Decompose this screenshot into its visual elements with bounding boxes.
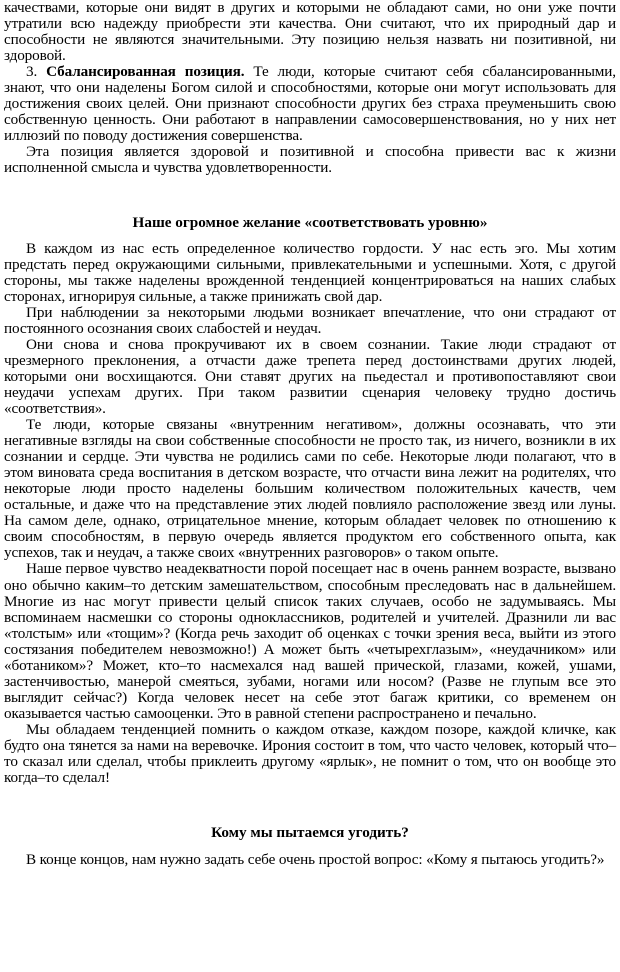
list-item-term: Сбалансированная позиция. (46, 63, 245, 81)
paragraph: При наблюдении за некоторыми людьми возникает впечатление, что они страдают от постоянного осознания своих слабостей и неудач. (4, 303, 616, 337)
section-heading: Наше огромное желание «соответствовать уровню» (132, 213, 488, 231)
paragraph-continued: качествами, которые они видят в других и которыми не обладают сами, но они уже почти утратили всю надежду приобрести эти качества. Они считают, что их природный дар и способности не являются значительными. Эту позицию нельзя назвать ни позитивной, ни здоровой. (4, 0, 616, 65)
paragraph: Эта позиция является здоровой и позитивной и способна привести вас к жизни исполненной смысла и чувства удовлетворенности. (4, 143, 616, 177)
section-heading: Кому мы пытаемся угодить? (211, 824, 409, 842)
list-item-3 (4, 64, 616, 144)
paragraph: В каждом из нас есть определенное количество гордости. У нас есть эго. Мы хотим предстать перед окружающими сильными, привлекательными и успешными. Хотя, с другой стороны, мы также наделены врожденной тенденцией концентрироваться на наших слабых сторонах, игнорируя сильные, а также принижать свой дар. (4, 239, 616, 305)
paragraph: Наше первое чувство неадекватности порой посещает нас в очень раннем возрасте, вызвано оно обычно каким–то детским замешательством, способным преследовать нас в дальнейшем. Многие из нас могут привести целый список таких случаев, особо не задумываясь. Мы вспоминаем насмешки со стороны одноклассников, родителей и учителей. Дразнили ли вас «толстым» или «тощим»? (Когда речь заходит об оценках с точки зрения веса, выйти из этого состязания победителем невозможно!) А может быть «четырехглазым», «неудачником» или «ботаником»? Может, кто–то насмехался над вашей прической, глазами, кожей, ушами, застенчивостью, манерой смеяться, зубами, ногами или носом? (Разве не глупым все это выглядит сейчас?) Когда человек несет на себе этот багаж критики, со временем он оказывается частью самооценки. Это в равной степени распространено и печально. (4, 560, 616, 722)
list-item-text: Те люди, которые считают себя сбалансированными, знают, что они наделены Богом силой и способностями, которые они могут использовать для достижения своих целей. Они признают способности других без страха преуменьшить свою собственную ценность. Они работают в направлении самосовершенствования, но у них нет иллюзий по поводу достижения совершенства. (4, 63, 616, 145)
section-spacer (4, 786, 616, 824)
list-item-number: 3. (26, 63, 38, 81)
section-spacer (4, 177, 616, 214)
paragraph: Мы обладаем тенденцией помнить о каждом отказе, каждом позоре, каждой кличке, как будто она тянется за нами на веревочке. Ирония состоит в том, что часто человек, который что–то сказал или сделал, чтобы приклеить другому «ярлык», не помнит о том, что он вообще это когда–то сделал! (4, 720, 616, 787)
paragraph: В конце концов, нам нужно задать себе очень простой вопрос: «Кому я пытаюсь угодить?» (26, 851, 605, 869)
paragraph: Те люди, которые связаны «внутренним негативом», должны осознавать, что эти негативные взгляды на свои собственные способности не просто так, из ничего, возникли в их сознании и сердце. Эти чувства не родились сами по себе. Некоторые люди полагают, что в этом виновата среда воспитания в детском возрасте, что отчасти вина лежит на родителях, что некоторые люди просто наделены большим количеством положительных качеств, чем остальные, и даже что на представление этих людей повлияло расположение звезд или луны. На самом деле, однако, отрицательное мнение, которым обладает человек по отношению к своим способностям, в первую очередь является продуктом его собственного опыта, как успехов, так и неудач, а также своих «внутренних разговоров» о таком опыте. (4, 416, 616, 562)
paragraph: Они снова и снова прокручивают их в своем сознании. Такие люди страдают от чрезмерного преклонения, а отчасти даже трепета перед достоинствами других людей, которыми они восхищаются. Они ставят других на пьедестал и противопоставляют свои неудачи успехам других. При таком развитии сценария человеку трудно достичь «соответствия». (4, 335, 616, 417)
